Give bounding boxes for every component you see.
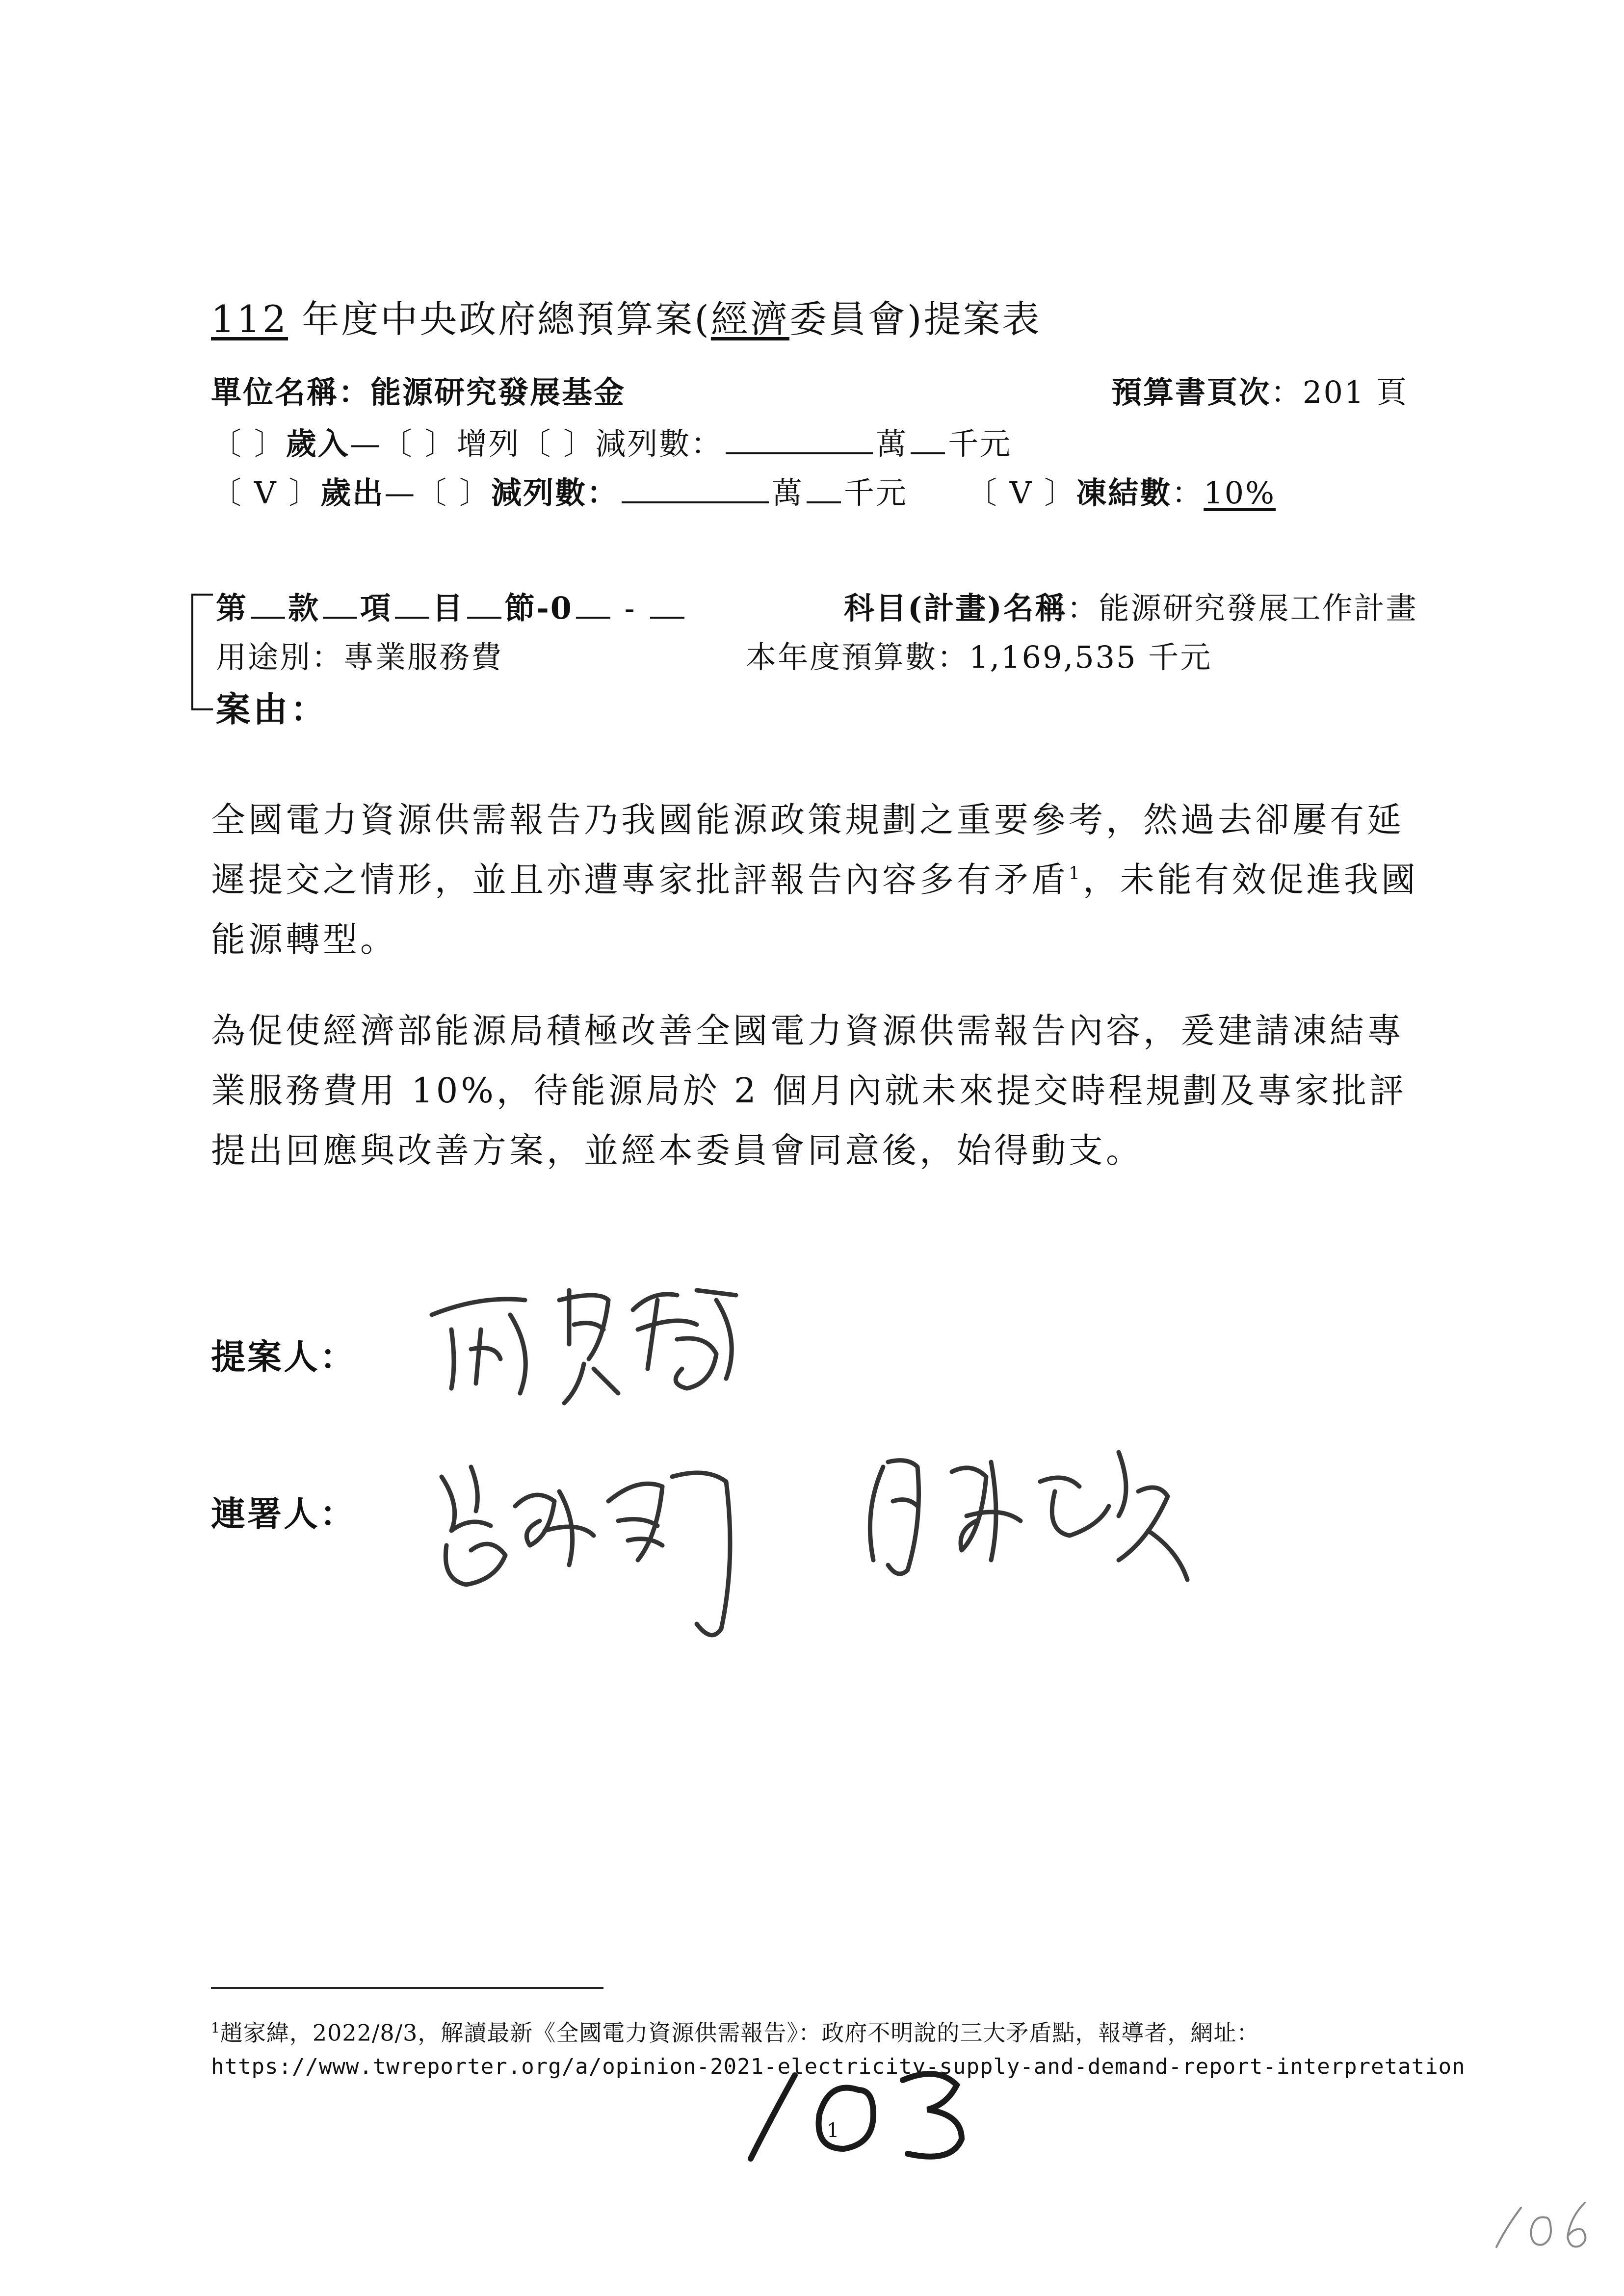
reason-paragraph-2: 為促使經濟部能源局積極改善全國電力資源供需報告內容，爰建請凍結專業服務費用 10%，待能源局於 2 個月內就未來提交時程規劃及專家批評提出回應與改善方案，並經本委員會同意後，始得動支。 <box>211 1011 1407 1171</box>
paragraph-1-end: ，未能有效促進我國能源轉型。 <box>211 860 1418 960</box>
kuan-blank <box>251 616 285 619</box>
page-ref-label: 預算書頁次 <box>1111 374 1271 410</box>
usage-line: 用途別：專業服務費 <box>216 639 503 675</box>
mu-label: 目 <box>432 590 465 626</box>
expense-wan-label: 萬 <box>771 475 804 511</box>
expense-qian-label: 千元 <box>843 475 908 511</box>
page-title <box>211 289 1042 343</box>
sub-blank-2 <box>650 616 684 619</box>
title-committee: 經濟 <box>710 297 789 341</box>
classification-line <box>216 584 687 627</box>
classification-bracket <box>191 594 213 710</box>
page-number: 1 <box>827 2119 839 2142</box>
revenue-checkbox: 〔 〕 <box>211 426 286 462</box>
sub-blank-1 <box>576 616 610 619</box>
footnote-ref: 1 <box>1069 863 1083 884</box>
footnote-number: 1 <box>211 2020 220 2036</box>
revenue-line <box>211 419 1012 463</box>
expense-dash: — <box>384 475 417 511</box>
xiang-label: 項 <box>360 590 393 626</box>
reason-label: 案由： <box>216 689 328 730</box>
kuan-label: 款 <box>288 590 320 626</box>
unit-label: 單位名稱： <box>211 374 371 410</box>
decrease-label: 減列數： <box>595 426 723 462</box>
budget-line: 本年度預算數：1,169,535 千元 <box>746 639 1212 675</box>
unit-name: 能源研究發展基金 <box>370 374 626 410</box>
freeze-colon: ： <box>1172 475 1204 511</box>
title-part2: 委員會)提案表 <box>789 297 1042 341</box>
revenue-label: 歲入 <box>286 426 350 462</box>
expense-checkbox: 〔 V 〕 <box>211 475 321 511</box>
page-reference <box>1111 368 1408 412</box>
subject-value: ：能源研究發展工作計畫 <box>1067 590 1418 626</box>
increase-label: 增列 <box>456 426 521 462</box>
expense-label: 歲出 <box>320 475 385 511</box>
expense-qian-blank <box>807 501 841 503</box>
subject-label: 科目(計畫)名稱 <box>844 590 1067 626</box>
freeze-value: 10% <box>1204 475 1276 511</box>
expense-line <box>211 469 1276 512</box>
page-ref-value: ：201 頁 <box>1271 374 1409 410</box>
freeze-checkbox: 〔 V 〕 <box>966 475 1076 511</box>
unit-line <box>211 368 626 412</box>
qian-label: 千元 <box>948 426 1012 462</box>
handwritten-stamp-number <box>716 2061 991 2168</box>
qian-blank <box>911 452 945 454</box>
di-label: 第 <box>216 590 248 626</box>
freeze-label: 凍結數 <box>1076 475 1172 511</box>
decrease-checkbox: 〔 〕 <box>520 426 596 462</box>
title-part1: 年度中央政府總預算案( <box>288 297 711 341</box>
proposer-label: 提案人： <box>211 1336 356 1377</box>
proposer-signature <box>422 1271 795 1418</box>
jie-blank <box>467 616 501 619</box>
decrease-blank <box>726 452 873 454</box>
wan-label: 萬 <box>876 426 908 462</box>
reason-paragraph-1 <box>211 790 1438 969</box>
expense-decrease-label: 減列數： <box>491 475 619 511</box>
footnote-rule <box>211 1987 603 1989</box>
paragraph-1-text: 全國電力資源供需報告乃我國能源政策規劃之重要參考，然過去卻屢有延遲提交之情形，並且亦遭專家批評報告內容多有矛盾 <box>211 800 1404 900</box>
mu-blank <box>395 616 429 619</box>
sub-dash: - <box>613 590 648 626</box>
title-year: 112 <box>211 297 288 341</box>
footnote-url: https://www.twreporter.org/a/opinion-2021-electricity-supply-and-demand-report-interpretation <box>211 2054 1466 2080</box>
increase-checkbox: 〔 〕 <box>381 426 457 462</box>
cosigner-signature-2 <box>844 1433 1236 1629</box>
jie-label: 節-0 <box>504 590 573 626</box>
expense-decrease-checkbox: 〔 〕 <box>416 475 491 511</box>
revenue-dash: — <box>349 426 382 462</box>
cosigner-label: 連署人： <box>211 1493 356 1534</box>
xiang-blank <box>323 616 357 619</box>
expense-decrease-blank <box>622 501 769 503</box>
cosigner-signature-1 <box>432 1447 814 1653</box>
subject-line <box>844 584 1418 627</box>
footnote-text: 趙家緯，2022/8/3，解讀最新《全國電力資源供需報告》：政府不明說的三大矛盾點，報導者，網址： <box>220 2019 1260 2046</box>
pencil-page-number <box>1487 2193 1604 2257</box>
